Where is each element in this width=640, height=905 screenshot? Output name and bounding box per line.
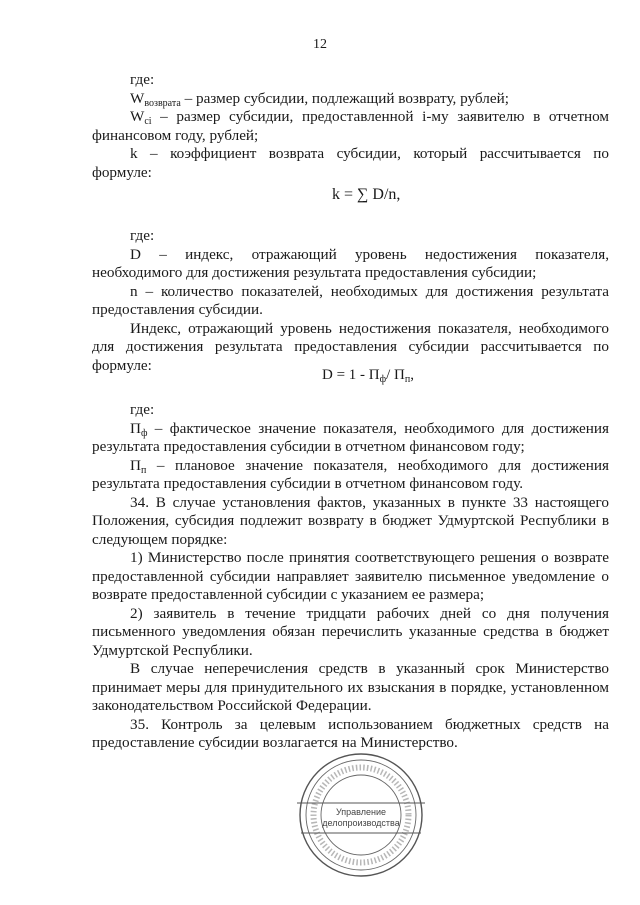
stamp-line-2: делопроизводства: [322, 818, 400, 828]
pn-definition: $П_п$ – плановое значение показателя, необходимого для достижения результата предоставления субсидии в отчетном финансовом году.: [92, 456, 609, 492]
definitions-block-3: [92, 401, 609, 753]
k-definition: k – коэффициент возврата субсидии, который рассчитывается по формуле:: [92, 145, 609, 181]
clause-34-nonpayment: В случае неперечисления средств в указанный срок Министерство принимает меры для принудительного их взыскания в порядке, установленном законодательством Российской Федерации.: [92, 660, 609, 714]
gde-label: где:: [130, 401, 155, 418]
d-definition: D – индекс, отражающий уровень недостижения показателя, необходимого для достижения результата предоставления субсидии;: [92, 245, 609, 281]
stamp-line-1: Управление: [335, 807, 387, 817]
n-definition: n – количество показателей, необходимых для достижения результата предоставления субсидии.: [92, 282, 609, 318]
pf-definition: $П_ф$ – фактическое значение показателя, необходимого для достижения результата предоставления субсидии в отчетном финансовом году;: [92, 419, 609, 455]
official-seal: [297, 751, 425, 879]
clause-34-item-1: 1) Министерство после принятия соответствующего решения о возврате предоставленной субсидии направляет заявителю письменное уведомление о возврате предоставленной субсидии с указанием ее размера;: [92, 549, 609, 603]
clause-35: 35. Контроль за целевым использованием бюджетных средств на предоставление субсидии возлагается на Министерство.: [92, 715, 609, 751]
w-vozvrata-definition: $W_{возврата}$ – размер субсидии, подлежащий возврату, рублей;: [130, 89, 509, 109]
w-ci-definition: $W_{ci}$ – размер субсидии, предоставленной i-му заявителю в отчетном финансовом году, рублей;: [92, 108, 609, 144]
page-number: 12: [313, 37, 327, 52]
definitions-block-2: [92, 227, 609, 375]
clause-34: 34. В случае установления фактов, указанных в пункте 33 настоящего Положения, субсидия подлежит возврату в бюджет Удмуртской Республики в следующем порядке:: [92, 493, 609, 548]
gde-label: где:: [130, 71, 155, 88]
formula-k: k = ∑ D/n,: [332, 186, 401, 203]
definitions-block-1: [92, 71, 609, 182]
formula-d: $D = 1 - П_ф/$ $П_п$,: [322, 367, 414, 385]
gde-label: где:: [130, 227, 155, 244]
index-paragraph: Индекс, отражающий уровень недостижения показателя, необходимого для достижения результата предоставления субсидии рассчитывается по формуле:: [92, 319, 609, 374]
clause-34-item-2: 2) заявитель в течение тридцати рабочих дней со дня получения письменного уведомления обязан перечислить указанные средства в бюджет Удмуртской Республики.: [92, 604, 609, 659]
